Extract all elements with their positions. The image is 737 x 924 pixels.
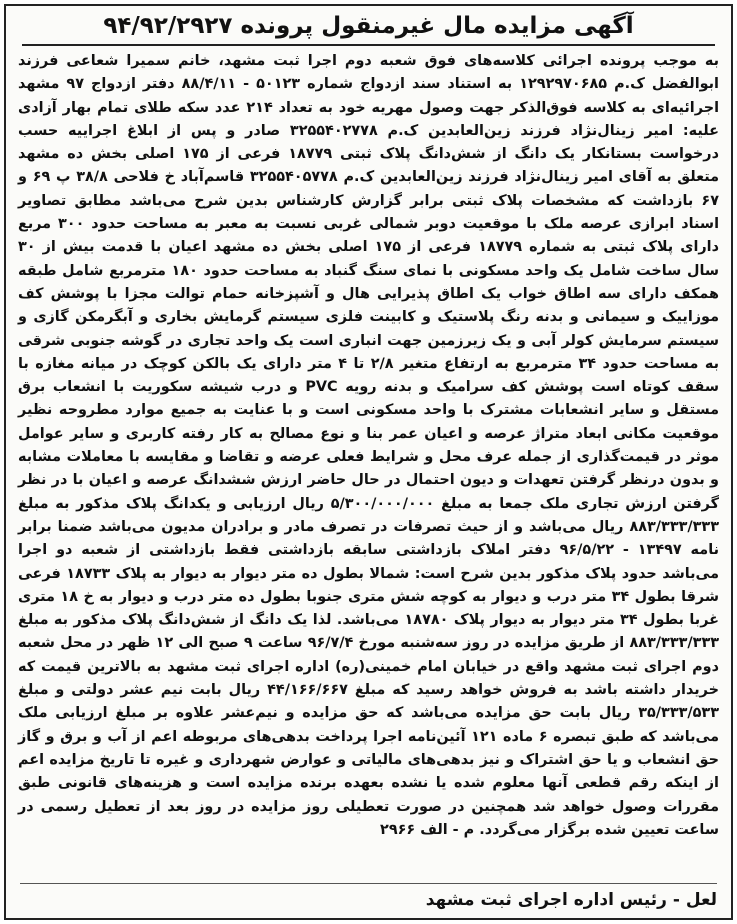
title-divider (22, 44, 715, 46)
notice-title: آگهی مزایده مال غیرمنقول پرونده ۹۴/۹۲/۲۹۲۷ (103, 13, 634, 39)
notice-paragraph: به موجب پرونده اجرائی کلاسه‌های فوق شعبه دوم اجرا ثبت مشهد، خانم سمیرا شعاعی فرزند ابوالفضل ک.م ۱۲۹۲۹۷۰۶۸۵ به استناد سند ازدواج شماره ۵۰۱۲۳ - ۸۸/۴/۱۱ دفتر ازدواج ۹۷ مشهد اجرائیه‌ای به کلاسه فوق‌الذکر جهت وصول مهریه خود به تعداد ۲۱۴ عدد سکه طلای تمام بهار آزادی علیه: امیر زینال‌نژاد فرزند زین‌العابدین ک.م ۳۲۵۵۴۰۲۷۷۸ صادر و پس از ابلاغ اجراییه حسب درخواست بستانکار یک دانگ از شش‌دانگ پلاک ثبتی ۱۸۷۷۹ فرعی از ۱۷۵ اصلی بخش ده مشهد متعلق به آقای امیر زینال‌نژاد فرزند زین‌العابدین ک.م ۳۲۵۵۴۰۵۷۷۸ قاسم‌آباد خ فلاحی ۳۸/۸ پ ۶۹ و ۶۷ بازداشت که مشخصات پلاک ثبتی برابر گزارش کارشناس بدین شرح می‌باشد مطابق تصاویر اسناد ابرازی عرصه ملک با موقعیت دوبر شمالی غربی نسبت به معبر به مساحت حدود ۳۰۰ مربع دارای پلاک ثبتی به شماره ۱۸۷۷۹ فرعی از ۱۷۵ اصلی بخش ده مشهد اعیان با قدمت بیش از ۳۰ سال ساخت شامل یک واحد مسکونی با نمای سنگ گنباد به مساحت حدود ۱۸۰ مترمربع شامل طبقه همکف دارای سه اطاق خواب یک اطاق پذیرایی هال و آشپزخانه حمام توالت مجزا با پوشش کف موزاییک و سیمانی و بدنه رنگ پلاستیک و کابینت فلزی سیستم گرمایش بخاری و آبگرمکن گازی و سیستم سرمایش کولر آبی و یک زیرزمین جهت انباری است یک واحد تجاری در گوشه جنوبی شرقی به مساحت حدود ۳۴ مترمربع به ارتفاع متغیر ۲/۸ تا ۴ متر دارای یک بالکن کوچک در میانه مغازه با سقف کوتاه است پوشش کف سرامیک و بدنه رویه PVC و درب شیشه سکوریت با انشعاب برق مستقل و سایر انشعابات مشترک با واحد مسکونی است و با عنایت به جمیع موارد مطروحه نظیر موقعیت مکانی ابعاد متراژ عرصه و اعیان عمر بنا و نوع مصالح به کار رفته کاربری و سایر عوامل موثر در قیمت‌گذاری از جمله عرف محل و شرایط فعلی عرضه و تقاضا و مقایسه با معاملات مشابه و بدون درنظر گرفتن تعهدات و دیون احتمال در حال حاضر ارزش ششدانگ عرصه و اعیان با در نظر گرفتن ارزش تجاری ملک جمعا به مبلغ ۵/۳۰۰/۰۰۰/۰۰۰ ریال ارزیابی و یکدانگ پلاک مذکور به مبلغ ۸۸۳/۳۳۳/۳۳۳ ریال می‌باشد و از حیث تصرفات در تصرف مادر و برادران مدیون می‌باشد ضمنا برابر نامه ۱۳۴۹۷ - ۹۶/۵/۲۲ دفتر املاک بازداشتی سابقه بازداشتی فقط بازداشتی از شعبه دو اجرا می‌باشد حدود پلاک مذکور بدین شرح است: شمالا بطول ده متر دیوار به دیوار به پلاک ۱۸۷۳۳ فرعی شرقا بطول ۳۴ متر درب و دیوار به کوچه شش متری جنوبا بطول ده متر درب و دیوار به خ ۱۸ متری غربا بطول ۳۴ متر دیوار به دیوار پلاک ۱۸۷۸۰ می‌باشد. لذا یک دانگ از شش‌دانگ پلاک مذکور به مبلغ ۸۸۳/۳۳۳/۳۳۳ از طریق مزایده در روز سه‌شنبه مورخ ۹۶/۷/۴ ساعت ۹ صبح الی ۱۲ ظهر در محل شعبه دوم اجرای ثبت مشهد واقع در خیابان امام خمینی(ره) اداره اجرای ثبت مشهد به بالاترین قیمت که خریدار داشته باشد به فروش خواهد رسید که مبلغ ۴۴/۱۶۶/۶۶۷ ریال بابت نیم عشر دولتی و مبلغ ۳۵/۳۳۳/۵۳۳ ریال بابت حق مزایده می‌باشد که حق مزایده و نیم‌عشر علاوه بر مبلغ ارزیابی ملک می‌باشد که طبق تبصره ۶ ماده ۱۲۱ آئین‌نامه اجرا پرداخت بدهی‌های مربوطه اعم از آب و برق و گاز حق انشعاب و یا حق اشتراک و نیز بدهی‌های مالیاتی و عوارض شهرداری و غیره تا تاریخ مزایده اعم از اینکه رقم قطعی آنها معلوم شده یا نشده بعهده برنده مزایده است و هزینه‌های قانونی طبق مقررات وصول خواهد شد همچنین در صورت تعطیلی روز مزایده در روز بعد از تعطیل رسمی در ساعت تعیین شده برگزار می‌گردد. م - الف ۲۹۶۶ (18, 53, 720, 838)
auction-notice (4, 4, 733, 920)
notice-signature: لعل - رئیس اداره اجرای ثبت مشهد (20, 883, 717, 912)
notice-body (18, 50, 719, 842)
